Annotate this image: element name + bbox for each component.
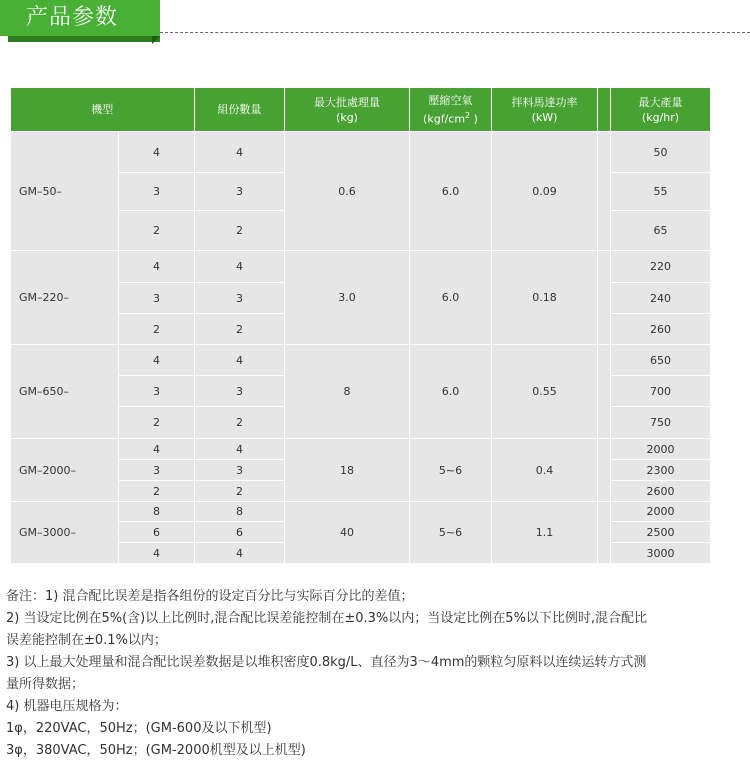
note-line: 量所得数据； bbox=[6, 677, 85, 692]
gap-cell bbox=[598, 345, 611, 439]
output-cell: 55 bbox=[611, 173, 711, 211]
component-count-cell: 4 bbox=[195, 251, 285, 283]
motor-cell: 0.09 bbox=[492, 132, 598, 251]
output-cell: 2000 bbox=[611, 439, 711, 460]
batch-cell: 40 bbox=[285, 502, 410, 564]
component-count-cell: 8 bbox=[195, 502, 285, 522]
component-count-cell: 4 bbox=[195, 132, 285, 173]
gap-cell bbox=[598, 439, 611, 502]
output-cell: 3000 bbox=[611, 543, 711, 564]
batch-cell: 18 bbox=[285, 439, 410, 502]
output-cell: 2500 bbox=[611, 522, 711, 543]
col-header-components: 組份數量 bbox=[195, 88, 285, 132]
gap-cell bbox=[598, 502, 611, 564]
component-count-cell: 3 bbox=[195, 376, 285, 407]
table-header-row bbox=[11, 88, 711, 132]
component-count-cell: 3 bbox=[195, 173, 285, 211]
col-header-air: 壓縮空氣 ($kgf/cm^2$ ) bbox=[410, 88, 492, 132]
batch-cell: 0.6 bbox=[285, 132, 410, 251]
note-line: 3φ，380VAC，50Hz；(GM-2000机型及以上机型) bbox=[6, 743, 306, 758]
component-cell: 4 bbox=[119, 439, 195, 460]
batch-cell: 3.0 bbox=[285, 251, 410, 345]
output-cell: 650 bbox=[611, 345, 711, 376]
header-dashed-divider bbox=[160, 32, 750, 33]
component-cell: 3 bbox=[119, 283, 195, 314]
output-cell: 2300 bbox=[611, 460, 711, 481]
component-cell: 2 bbox=[119, 211, 195, 251]
component-count-cell: 3 bbox=[195, 283, 285, 314]
section-header bbox=[0, 0, 750, 50]
model-cell: GM–3000– bbox=[11, 502, 119, 564]
component-cell: 4 bbox=[119, 132, 195, 173]
air-cell: 5~6 bbox=[410, 502, 492, 564]
model-cell: GM–2000– bbox=[11, 439, 119, 502]
output-cell: 700 bbox=[611, 376, 711, 407]
component-cell: 4 bbox=[119, 345, 195, 376]
motor-cell: 0.18 bbox=[492, 251, 598, 345]
motor-cell: 0.55 bbox=[492, 345, 598, 439]
air-cell: 6.0 bbox=[410, 251, 492, 345]
motor-cell: 1.1 bbox=[492, 502, 598, 564]
output-cell: 220 bbox=[611, 251, 711, 283]
col-header-model: 機型 bbox=[11, 88, 195, 132]
note-line: 4) 机器电压规格为： bbox=[6, 699, 128, 714]
table-row bbox=[11, 251, 711, 283]
table-row bbox=[11, 502, 711, 522]
output-cell: 2000 bbox=[611, 502, 711, 522]
output-cell: 65 bbox=[611, 211, 711, 251]
component-count-cell: 4 bbox=[195, 439, 285, 460]
output-cell: 750 bbox=[611, 407, 711, 439]
note-line: 2) 当设定比例在5%(含)以上比例时,混合配比误差能控制在±0.3%以内；当设定比例在5%以下比例时,混合配比 bbox=[6, 611, 648, 626]
component-cell: 3 bbox=[119, 376, 195, 407]
component-cell: 2 bbox=[119, 407, 195, 439]
component-count-cell: 2 bbox=[195, 314, 285, 345]
note-line: 3) 以上最大处理量和混合配比误差数据是以堆积密度0.8kg/L、直径为3～4mm的颗粒匀原料以连续运转方式测 bbox=[6, 655, 647, 670]
component-cell: 3 bbox=[119, 173, 195, 211]
col-header-motor: 拌料馬達功率 (kW) bbox=[492, 88, 598, 132]
component-count-cell: 2 bbox=[195, 211, 285, 251]
model-cell: GM–650– bbox=[11, 345, 119, 439]
component-cell: 3 bbox=[119, 460, 195, 481]
component-count-cell: 2 bbox=[195, 481, 285, 502]
air-cell: 6.0 bbox=[410, 345, 492, 439]
header-tab-shadow bbox=[8, 36, 160, 42]
header-tab-fold bbox=[152, 36, 160, 44]
output-cell: 240 bbox=[611, 283, 711, 314]
component-count-cell: 4 bbox=[195, 345, 285, 376]
note-line: 误差能控制在±0.1%以内； bbox=[6, 633, 167, 648]
component-cell: 2 bbox=[119, 314, 195, 345]
table-row bbox=[11, 439, 711, 460]
component-cell: 4 bbox=[119, 543, 195, 564]
notes-section bbox=[6, 586, 746, 762]
table-row bbox=[11, 132, 711, 173]
model-cell: GM–50– bbox=[11, 132, 119, 251]
output-cell: 50 bbox=[611, 132, 711, 173]
output-cell: 260 bbox=[611, 314, 711, 345]
gap-cell bbox=[598, 132, 611, 251]
component-cell: 2 bbox=[119, 481, 195, 502]
component-count-cell: 2 bbox=[195, 407, 285, 439]
col-header-batch: 最大批處理量 (kg) bbox=[285, 88, 410, 132]
note-line: 1φ，220VAC，50Hz；(GM-600及以下机型) bbox=[6, 721, 272, 736]
motor-cell: 0.4 bbox=[492, 439, 598, 502]
component-count-cell: 6 bbox=[195, 522, 285, 543]
spec-table bbox=[10, 88, 711, 564]
table-row bbox=[11, 345, 711, 376]
air-cell: 5~6 bbox=[410, 439, 492, 502]
component-cell: 8 bbox=[119, 502, 195, 522]
col-header-gap bbox=[598, 88, 611, 132]
batch-cell: 8 bbox=[285, 345, 410, 439]
component-count-cell: 4 bbox=[195, 543, 285, 564]
component-count-cell: 3 bbox=[195, 460, 285, 481]
component-cell: 6 bbox=[119, 522, 195, 543]
gap-cell bbox=[598, 251, 611, 345]
air-cell: 6.0 bbox=[410, 132, 492, 251]
note-line: 备注：1) 混合配比误差是指各组份的设定百分比与实际百分比的差值； bbox=[6, 589, 414, 604]
output-cell: 2600 bbox=[611, 481, 711, 502]
model-cell: GM–220– bbox=[11, 251, 119, 345]
section-title: 产品参数 bbox=[0, 0, 160, 36]
component-cell: 4 bbox=[119, 251, 195, 283]
col-header-output: 最大產量 (kg/hr) bbox=[611, 88, 711, 132]
